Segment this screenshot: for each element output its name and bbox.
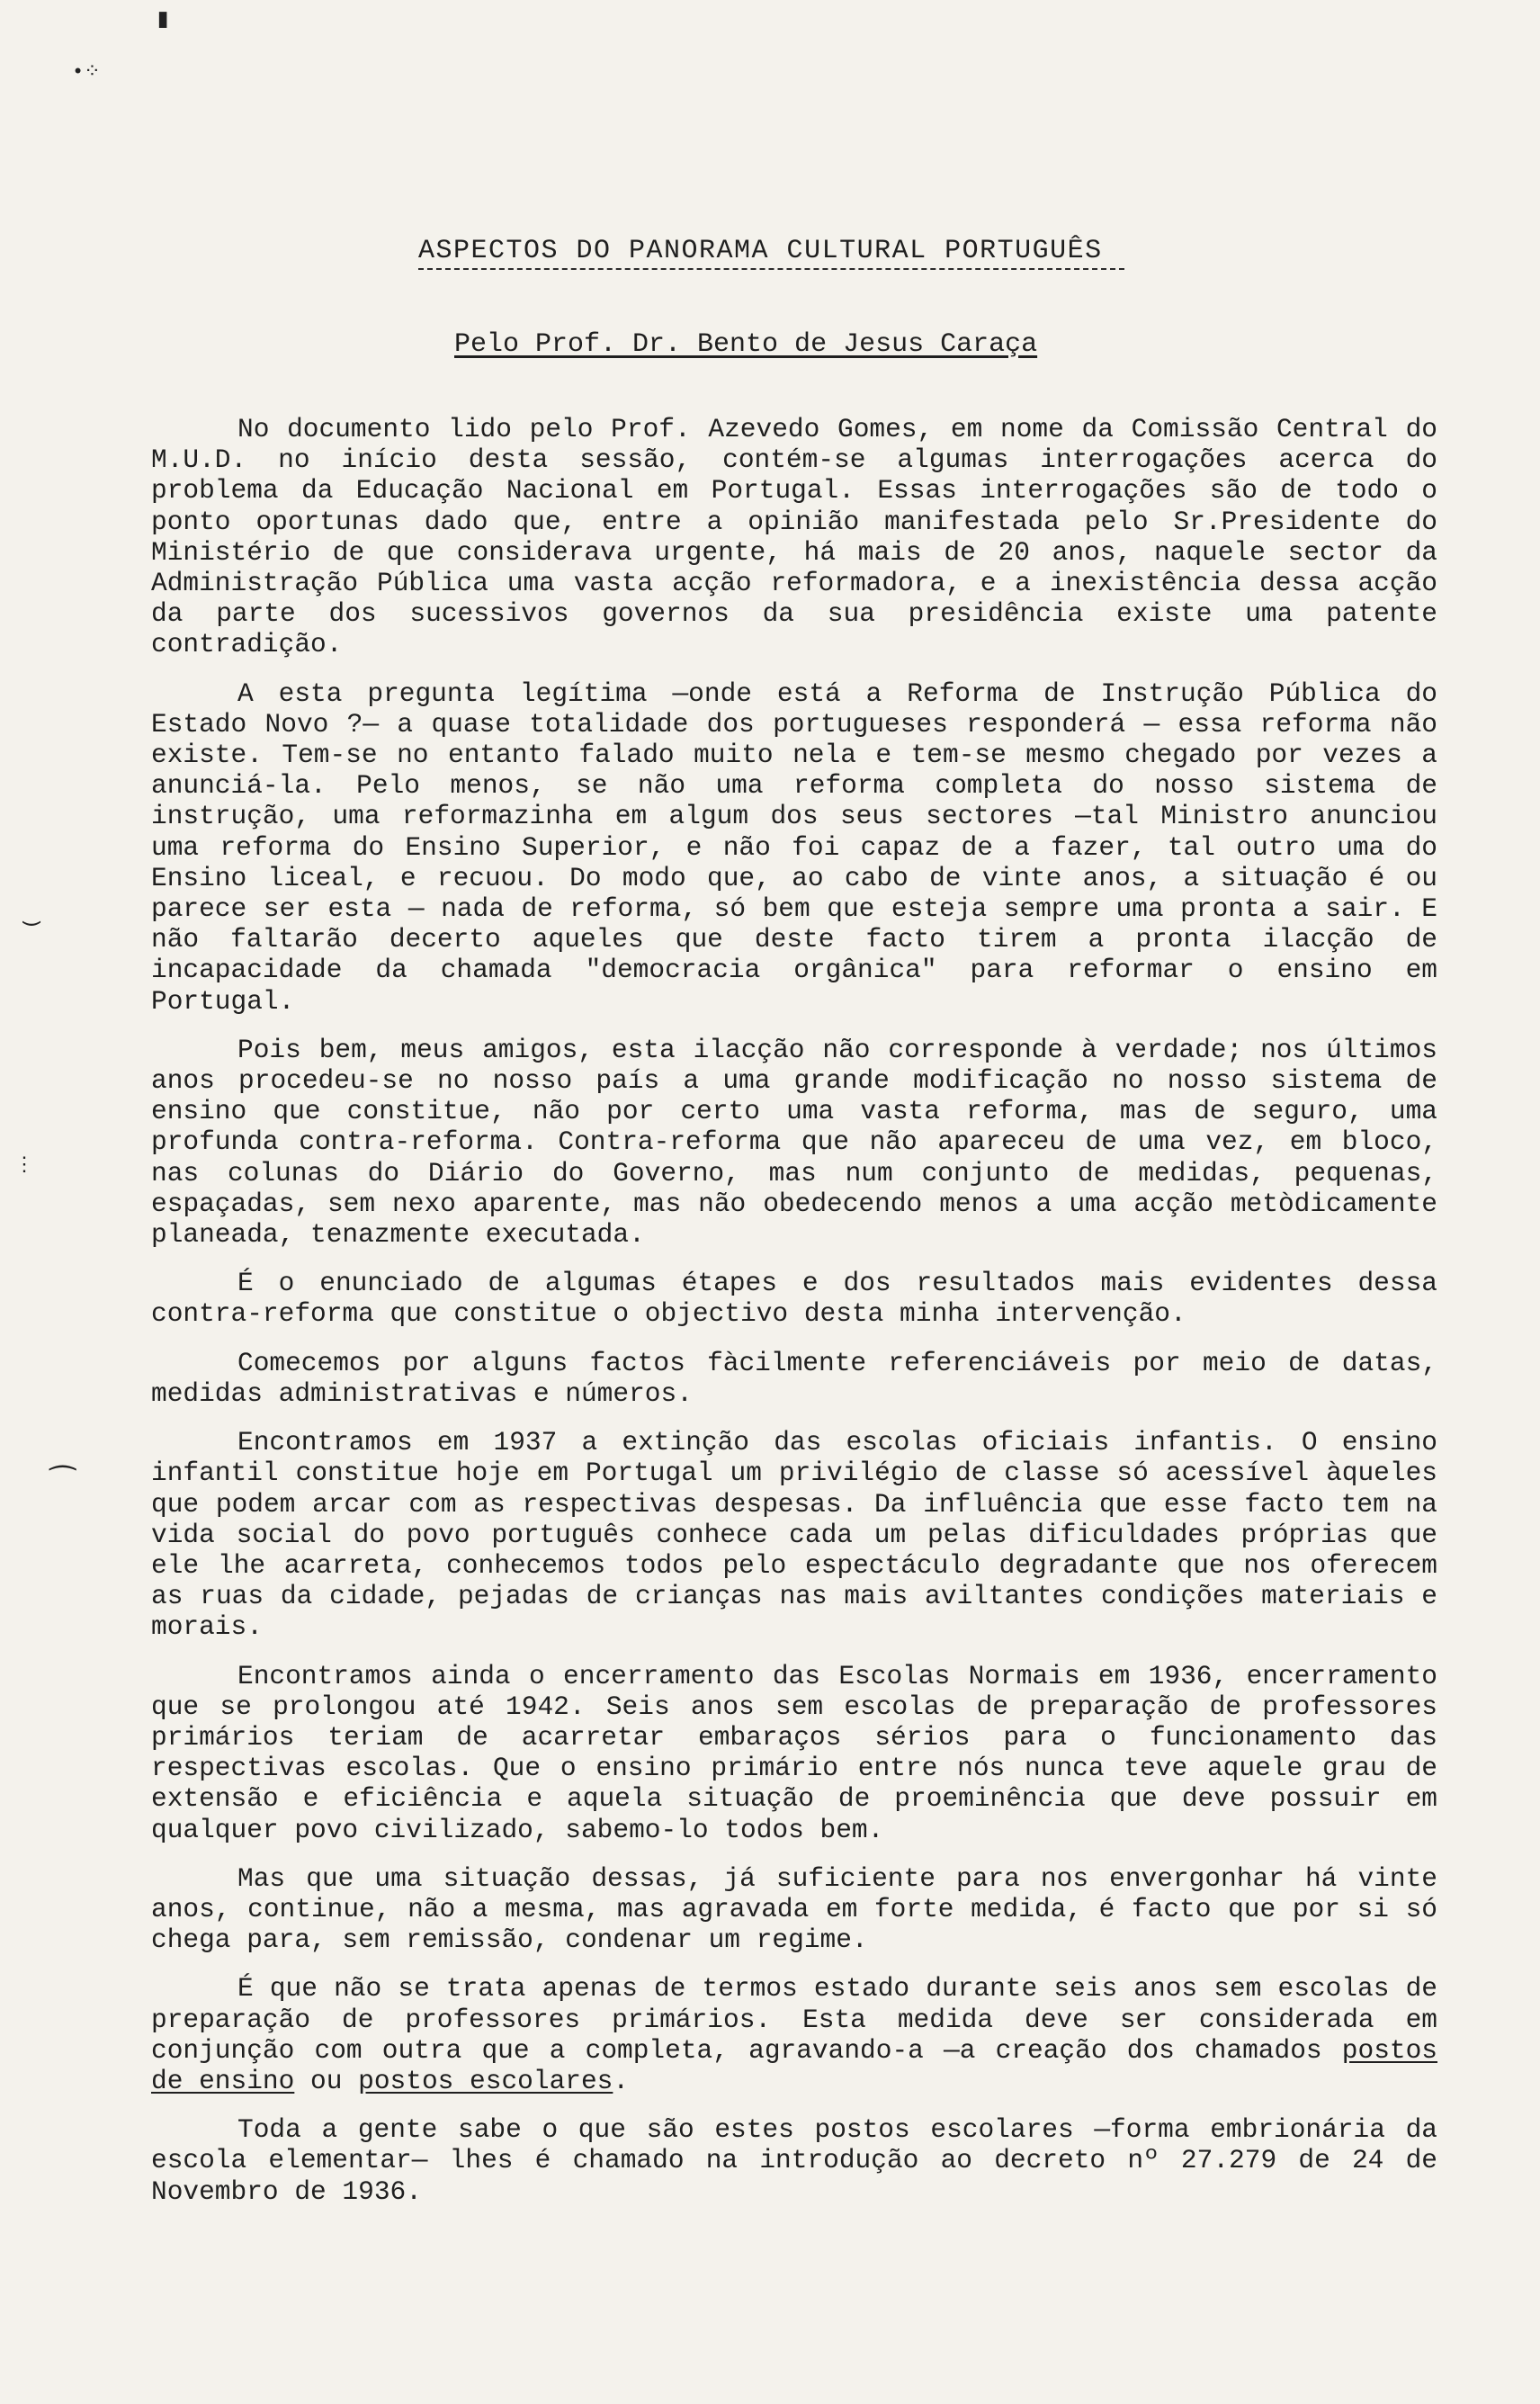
author-line: Pelo Prof. Dr. Bento de Jesus Caraça [454,329,1038,360]
scan-mark-left-2: ⋮ [14,1154,34,1177]
paragraph-9-text: É que não se trata apenas de termos estado durante seis anos sem escolas de preparação de professores primários. Esta medida deve ser considerada em conjunção com outra que a completa, agravando-a —a creação dos chamados [151,1973,1437,2066]
paragraph-10: Toda a gente sabe o que são estes postos escolares —forma embrionária da escola elementar— lhes é chamado na introdução ao decreto nº 27.279 de 24 de Novembro de 1936. [151,2114,1437,2207]
paragraph-8: Mas que uma situação dessas, já suficiente para nos envergonhar há vinte anos, continue, não a mesma, mas agravada em forte medida, é facto que por si só chega para, sem remissão, condenar um regime. [151,1862,1437,1956]
paragraph-1: No documento lido pelo Prof. Azevedo Gomes, em nome da Comissão Central do M.U.D. no início desta sessão, contém-se algumas interrogações acerca do problema da Educação Nacional em Portugal. Essas interrogações são de todo o ponto oportunas dado que, entre a opinião manifestada pelo Sr.Presidente do Ministério de que considerava urgente, há mais de 20 anos, naquele sector da Administração Pública uma vasta acção reformadora, e a inexistência dessa acção da parte dos sucessivos governos da sua presidência existe uma patente contradição. [151,414,1437,660]
scan-mark-left-3: ⁀ [50,1469,76,1503]
ink-dots-top-left: •⁘ [72,61,101,84]
connective-ou: ou [310,2065,343,2096]
scan-mark-left-1: ‿ [23,898,40,928]
title-dashed-rule [418,268,1124,270]
paragraph-7: Encontramos ainda o encerramento das Escolas Normais em 1936, encerramento que se prolongou até 1942. Seis anos sem escolas de preparação de professores primários teriam de acarretar embaraços sérios para o funcionamento das respectivas escolas. Que o ensino primário entre nós nunca teve aquele grau de extensão e eficiência e aquela situação de proeminência que deve possuir em qualquer povo civilizado, sabemo-lo todos bem. [151,1660,1437,1845]
document-title: ASPECTOS DO PANORAMA CULTURAL PORTUGUÊS [418,236,1103,266]
paragraph-4: É o enunciado de algumas étapes e dos resultados mais evidentes dessa contra-reforma que constitue o objectivo desta minha intervenção. [151,1268,1437,1330]
body-text [151,414,1437,2225]
paragraph-3: Pois bem, meus amigos, esta ilacção não corresponde à verdade; nos últimos anos procedeu-se no nosso país a uma grande modificação no nosso sistema de ensino que constitue, não por certo uma vasta reforma, mas de seguro, uma profunda contra-reforma. Contra-reforma que não apareceu de uma vez, em bloco, nas colunas do Diário do Governo, mas num conjunto de medidas, pequenas, espaçadas, sem nexo aparente, mas não obedecendo menos a uma acção metòdicamente planeada, tenazmente executada. [151,1034,1437,1251]
paragraph-2: A esta pregunta legítima —onde está a Reforma de Instrução Pública do Estado Novo ?— a quase totalidade dos portugueses responderá — essa reforma não existe. Tem-se no entanto falado muito nela e tem-se mesmo chegado por vezes a anunciá-la. Pelo menos, se não uma reforma completa do nosso sistema de instrução, uma reformazinha em algum dos seus sectores —tal Ministro anunciou uma reforma do Ensino Superior, e não foi capaz de a fazer, tal outro uma do Ensino liceal, e recuou. Do modo que, ao cabo de vinte anos, a situação é ou parece ser esta — nada de reforma, só bem que esteja sempre uma pronta a sair. E não faltarão decerto aqueles que deste facto tirem a pronta ilacção de incapacidade da chamada "democracia orgânica" para reformar o ensino em Portugal. [151,677,1437,1017]
underlined-term-postos-escolares: postos escolares [358,2065,613,2096]
paragraph-6: Encontramos em 1937 a extinção das escolas oficiais infantis. O ensino infantil constitue hoje em Portugal um privilégio de classe só acessível àqueles que podem arcar com as respectivas despesas. Da influência que esse facto tem na vida social do povo português conhece cada um pelas dificuldades próprias que ele lhe acarreta, conhecemos todos pelo espectáculo degradante que nos oferecem as ruas da cidade, pejadas de crianças nas mais aviltantes condições materiais e morais. [151,1427,1437,1643]
paragraph-9: É que não se trata apenas de termos estado durante seis anos sem escolas de preparação de professores primários. Esta medida deve ser considerada em conjunção com outra que a completa, agravando-a —a creação dos chamados postos de ensino ou postos escolares. [151,1973,1438,2096]
ink-mark-top: ▮ [155,5,172,36]
paragraph-5: Comecemos por alguns factos fàcilmente referenciáveis por meio de datas, medidas administrativas e números. [151,1347,1437,1409]
underlined-term-postos-de-ensino: postos de ensino [151,2034,1438,2096]
